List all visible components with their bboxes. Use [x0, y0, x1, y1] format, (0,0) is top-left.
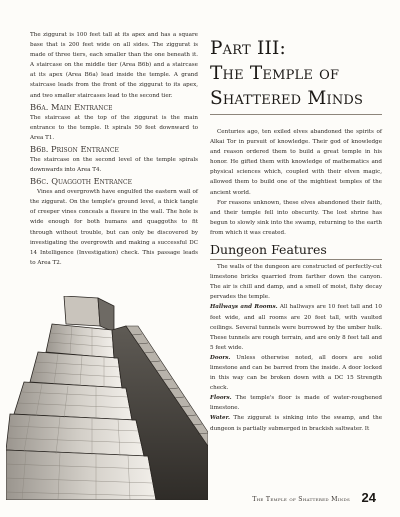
feature-text: Unless otherwise noted, all doors are solid limestone and can be barred from the inside. A door locked in this way can be broken down with a DC 15 Strength check.: [210, 354, 383, 392]
feature-water: [210, 413, 382, 433]
feature-term: Water.: [210, 415, 230, 422]
footer-title: The Temple of Shattered Minds: [252, 496, 350, 503]
history-paragraph-2: For reasons unknown, these elves abandoned their faith, and their temple fell into obscurity. The lost shrine has begun to slowly sink into the swamp, returning to the earth from which it was created.: [210, 199, 382, 236]
ziggurat-tier-3: [14, 382, 132, 420]
section-heading-b6b: B6b. Prison Entrance: [30, 143, 119, 154]
dungeon-features-intro: The walls of the dungeon are constructed of perfectly-cut limestone bricks quarried from farther down the canyon. The air is chill and damp, and a smell of moist, fishy decay pervades the temple.: [210, 264, 382, 301]
section-heading-b6c: B6c. Quaggoth Entrance: [30, 176, 133, 187]
page-footer: [0, 485, 400, 517]
right-column: [210, 36, 382, 434]
ziggurat-tier-1: [46, 324, 114, 358]
feature-term: Hallways and Rooms.: [210, 304, 278, 311]
intro-paragraph: The ziggurat is 100 feet tall at its apex and has a square base that is 200 feet wide on all sides. The ziggurat is made of three tiers, each smaller than the one beneath it. A staircase on the middle tier (Area B6b) and a staircase at its apex (Area B6a) lead inside the temple. A grand staircase leads from the front of the ziggurat to its apex, and two smaller staircases lead to the second tier.: [30, 32, 198, 99]
feature-hallways: [210, 302, 382, 352]
section-heading-b6a: B6a. Main Entrance: [30, 101, 113, 112]
ziggurat-shrine: [64, 296, 100, 326]
feature-text: The ziggurat is sinking into the swamp, and the dungeon is partially submerged in brackish saltwater. It: [210, 415, 382, 432]
page-number: 24: [361, 490, 376, 505]
feature-doors: [210, 353, 382, 393]
left-column: [30, 30, 198, 268]
section-text-b6a: The staircase at the top of the ziggurat is the main entrance to the temple. It spirals 50 feet downward to Area T1.: [30, 114, 198, 141]
feature-floors: [210, 393, 382, 413]
part-title: Part III: The Temple of Shattered Minds: [210, 36, 382, 115]
dungeon-features-heading: Dungeon Features: [210, 242, 382, 260]
history-paragraph-1: Centuries ago, ten exiled elves abandoned the spirits of Alkai Tor in pursuit of knowledge. Their god of knowledge and reason ordered them to build a great temple in his honor. He gifted them with knowledge of mathematics and physical sciences which, coupled with their elven magic, allowed them to build one of the mightiest temples of the ancient world.: [210, 129, 382, 196]
feature-text: The temple's floor is made of water-roughened limestone.: [210, 395, 382, 412]
feature-text: All hallways are 10 feet tall and 10 feet wide, and all rooms are 20 feet tall, with vaulted ceilings. Several tunnels were burrowed by the umber hulk. These tunnels are rough terrain, and are only 8 feet tall and 5 feet wide.: [210, 304, 382, 351]
feature-term: Doors.: [210, 354, 231, 361]
section-text-b6b: The staircase on the second level of the temple spirals downwards into Area T4.: [30, 156, 198, 174]
feature-term: Floors.: [210, 395, 232, 402]
section-text-b6c: Vines and overgrowth have engulfed the eastern wall of the ziggurat. On the temple's ground level, a thick tangle of creeper vines conceals a fissure in the wall. The hole is wide enough for both humans and quaggoths to fit through without trouble, but can only be discovered by investigating the overgrowth and making a successful DC 14 Intelligence (Investigation) check. This passage leads to Area T2.: [30, 189, 198, 266]
ziggurat-tier-2: [30, 352, 122, 388]
ziggurat-illustration: [6, 296, 208, 500]
